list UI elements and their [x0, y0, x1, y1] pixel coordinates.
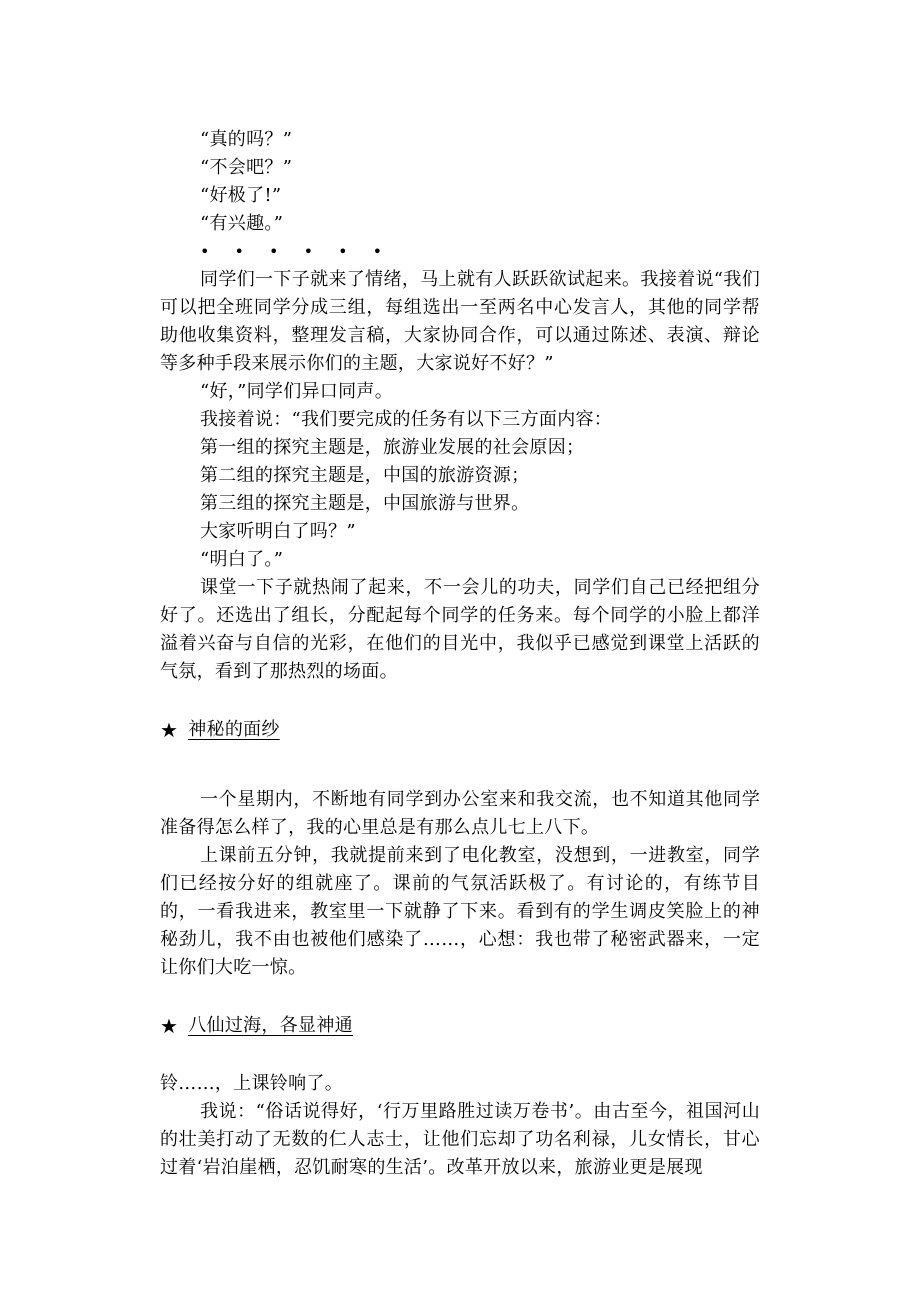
paragraph: 同学们一下子就来了情绪，马上就有人跃跃欲试起来。我接着说“我们可以把全班同学分成三组，每组选出一至两名中心发言人，其他的同学帮助他收集资料，整理发言稿，大家协同合作，可以通过陈述、表演、辩论等多种手段来展示你们的主题，大家说好不好？” [160, 269, 760, 374]
spacer [160, 1040, 760, 1070]
spacer [160, 686, 760, 716]
spacer [160, 982, 760, 1012]
star-icon: ★ [160, 718, 179, 742]
task-line: 第三组的探究主题是，中国旅游与世界。 [200, 493, 530, 514]
dialogue-line: 大家听明白了吗？” [200, 521, 356, 542]
dialogue-line: “真的吗？” [200, 129, 293, 150]
section-title: 八仙过海，各显神通 [188, 1015, 353, 1036]
document-page [160, 126, 760, 1182]
dialogue-line: 我接着说：“我们要完成的任务有以下三方面内容： [200, 409, 613, 430]
paragraph: 铃……，上课铃响了。 [160, 1073, 343, 1094]
paragraph: 上课前五分钟，我就提前来到了电化教室，没想到，一进教室，同学们已经按分好的组就座了。课前的气氛活跃极了。有讨论的，有练节目的，一看我进来，教室里一下就静了下来。看到有的学生调皮笑脸上的神秘劲儿，我不由也被他们感染了……，心想：我也带了秘密武器来，一定让你们大吃一惊。 [160, 845, 760, 978]
paragraph: 我说：“俗话说得好，‘行万里路胜过读万卷书’。由古至今，祖国河山的壮美打动了无数的仁人志士，让他们忘却了功名利禄，儿女情长，甘心过着‘岩泊崖栖，忍饥耐寒的生活’。改革开放以来，旅游业更是展现 [160, 1101, 760, 1178]
ellipsis-dots: • • • • • • [200, 242, 393, 261]
section-heading [160, 716, 760, 744]
section-heading [160, 1012, 760, 1040]
section-title: 神秘的面纱 [188, 719, 280, 740]
task-line: 第二组的探究主题是，中国的旅游资源； [200, 465, 530, 486]
dialogue-line: “有兴趣。” [200, 213, 284, 234]
dialogue-line: “好，”同学们异口同声。 [200, 381, 394, 402]
task-line: 第一组的探究主题是，旅游业发展的社会原因； [200, 437, 585, 458]
dialogue-line: “明白了。” [200, 549, 284, 570]
dialogue-line: “好极了!” [200, 185, 282, 206]
spacer [160, 744, 760, 786]
dialogue-line: “不会吧？” [200, 157, 293, 178]
paragraph: 课堂一下子就热闹了起来，不一会儿的功夫，同学们自己已经把组分好了。还选出了组长，分配起每个同学的任务来。每个同学的小脸上都洋溢着兴奋与自信的光彩，在他们的目光中，我似乎已感觉到课堂上活跃的气氛，看到了那热烈的场面。 [160, 577, 760, 682]
star-icon: ★ [160, 1014, 179, 1038]
paragraph: 一个星期内，不断地有同学到办公室来和我交流，也不知道其他同学准备得怎么样了，我的心里总是有那么点儿七上八下。 [160, 789, 760, 838]
